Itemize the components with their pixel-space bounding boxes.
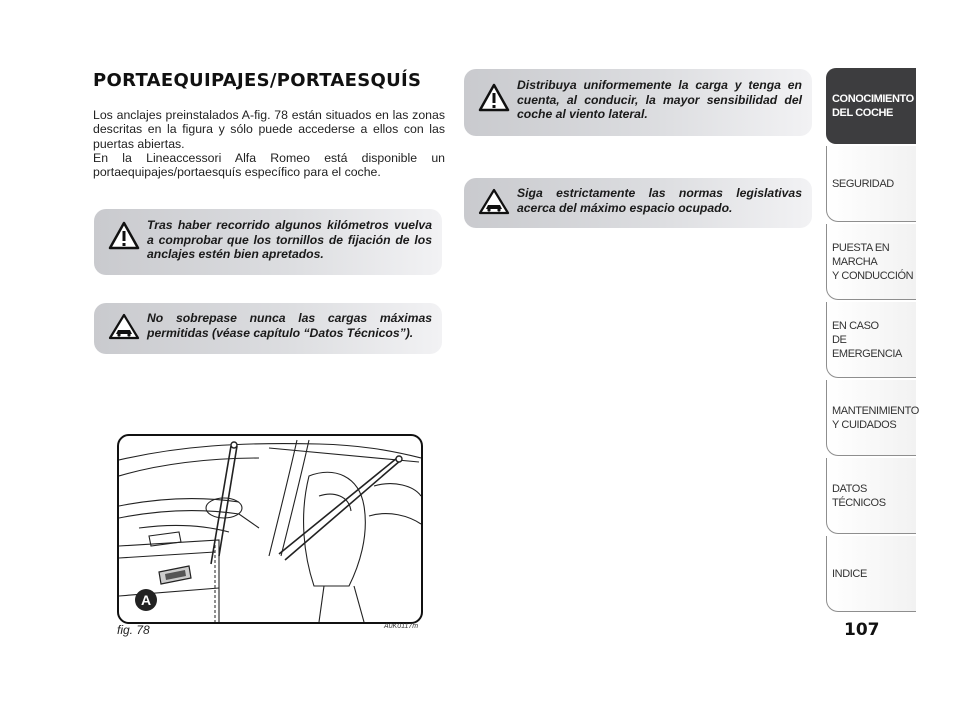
- warning-text: Tras haber recorrido algunos kilómetros vuelva a comprobar que los tornillos de fijación de los anclajes estén bien apretados.: [147, 218, 432, 261]
- tab-en-caso-de-emergencia[interactable]: [826, 302, 916, 378]
- warning-box-space: [464, 178, 812, 228]
- page-number: 107: [844, 620, 880, 640]
- tab-label: INDICE: [832, 567, 867, 580]
- body-paragraph: Los anclajes preinstalados A-fig. 78 están situados en las zonas descritas en la figura y sólo puede accederse a ellos con las puertas abiertas.: [93, 108, 445, 151]
- tab-puesta-en-marcha[interactable]: [826, 224, 916, 300]
- anchor-label: A: [135, 589, 157, 611]
- tab-conocimiento-del-coche[interactable]: [826, 68, 916, 144]
- warning-text: Siga estrictamente las normas legislativas acerca del máximo espacio ocupado.: [517, 186, 802, 215]
- tab-seguridad[interactable]: [826, 146, 916, 222]
- tab-datos-tecnicos[interactable]: [826, 458, 916, 534]
- warning-text: No sobrepase nunca las cargas máximas permitidas (véase capítulo “Datos Técnicos”).: [147, 311, 432, 340]
- tab-label: SEGURIDAD: [832, 177, 894, 190]
- warning-box-loads: [94, 303, 442, 354]
- tab-label: EN CASO DE EMERGENCIA: [832, 319, 902, 360]
- tab-label: MANTENIMIENTO Y CUIDADOS: [832, 404, 919, 431]
- warning-triangle-icon: [108, 221, 140, 251]
- car-attention-icon: [108, 313, 140, 341]
- car-attention-icon: [478, 188, 510, 216]
- body-paragraph: En la Lineaccessori Alfa Romeo está disponible un portaequipajes/portaesquís específico para el coche.: [93, 150, 445, 180]
- figure-caption: fig. 78: [117, 623, 150, 637]
- tab-label: PUESTA EN MARCHA Y CONDUCCIÓN: [832, 241, 914, 282]
- tab-indice[interactable]: [826, 536, 916, 612]
- figure-code: A0K0117m: [384, 623, 419, 630]
- figure-roof-anchors: [117, 434, 423, 624]
- section-body: [93, 108, 445, 179]
- warning-box-bolts: [94, 209, 442, 275]
- warning-triangle-icon: [478, 83, 510, 113]
- tab-mantenimiento[interactable]: [826, 380, 919, 456]
- section-title: PORTAEQUIPAJES/PORTAESQUÍS: [93, 70, 422, 91]
- tab-label: CONOCIMIENTO DEL COCHE: [832, 92, 914, 119]
- warning-box-distribution: [464, 69, 812, 136]
- warning-text: Distribuya uniformemente la carga y tenga en cuenta, al conducir, la mayor sensibilidad del coche al viento lateral.: [517, 78, 802, 121]
- tab-label: DATOS TÉCNICOS: [832, 482, 886, 509]
- car-interior-illustration: [119, 436, 421, 622]
